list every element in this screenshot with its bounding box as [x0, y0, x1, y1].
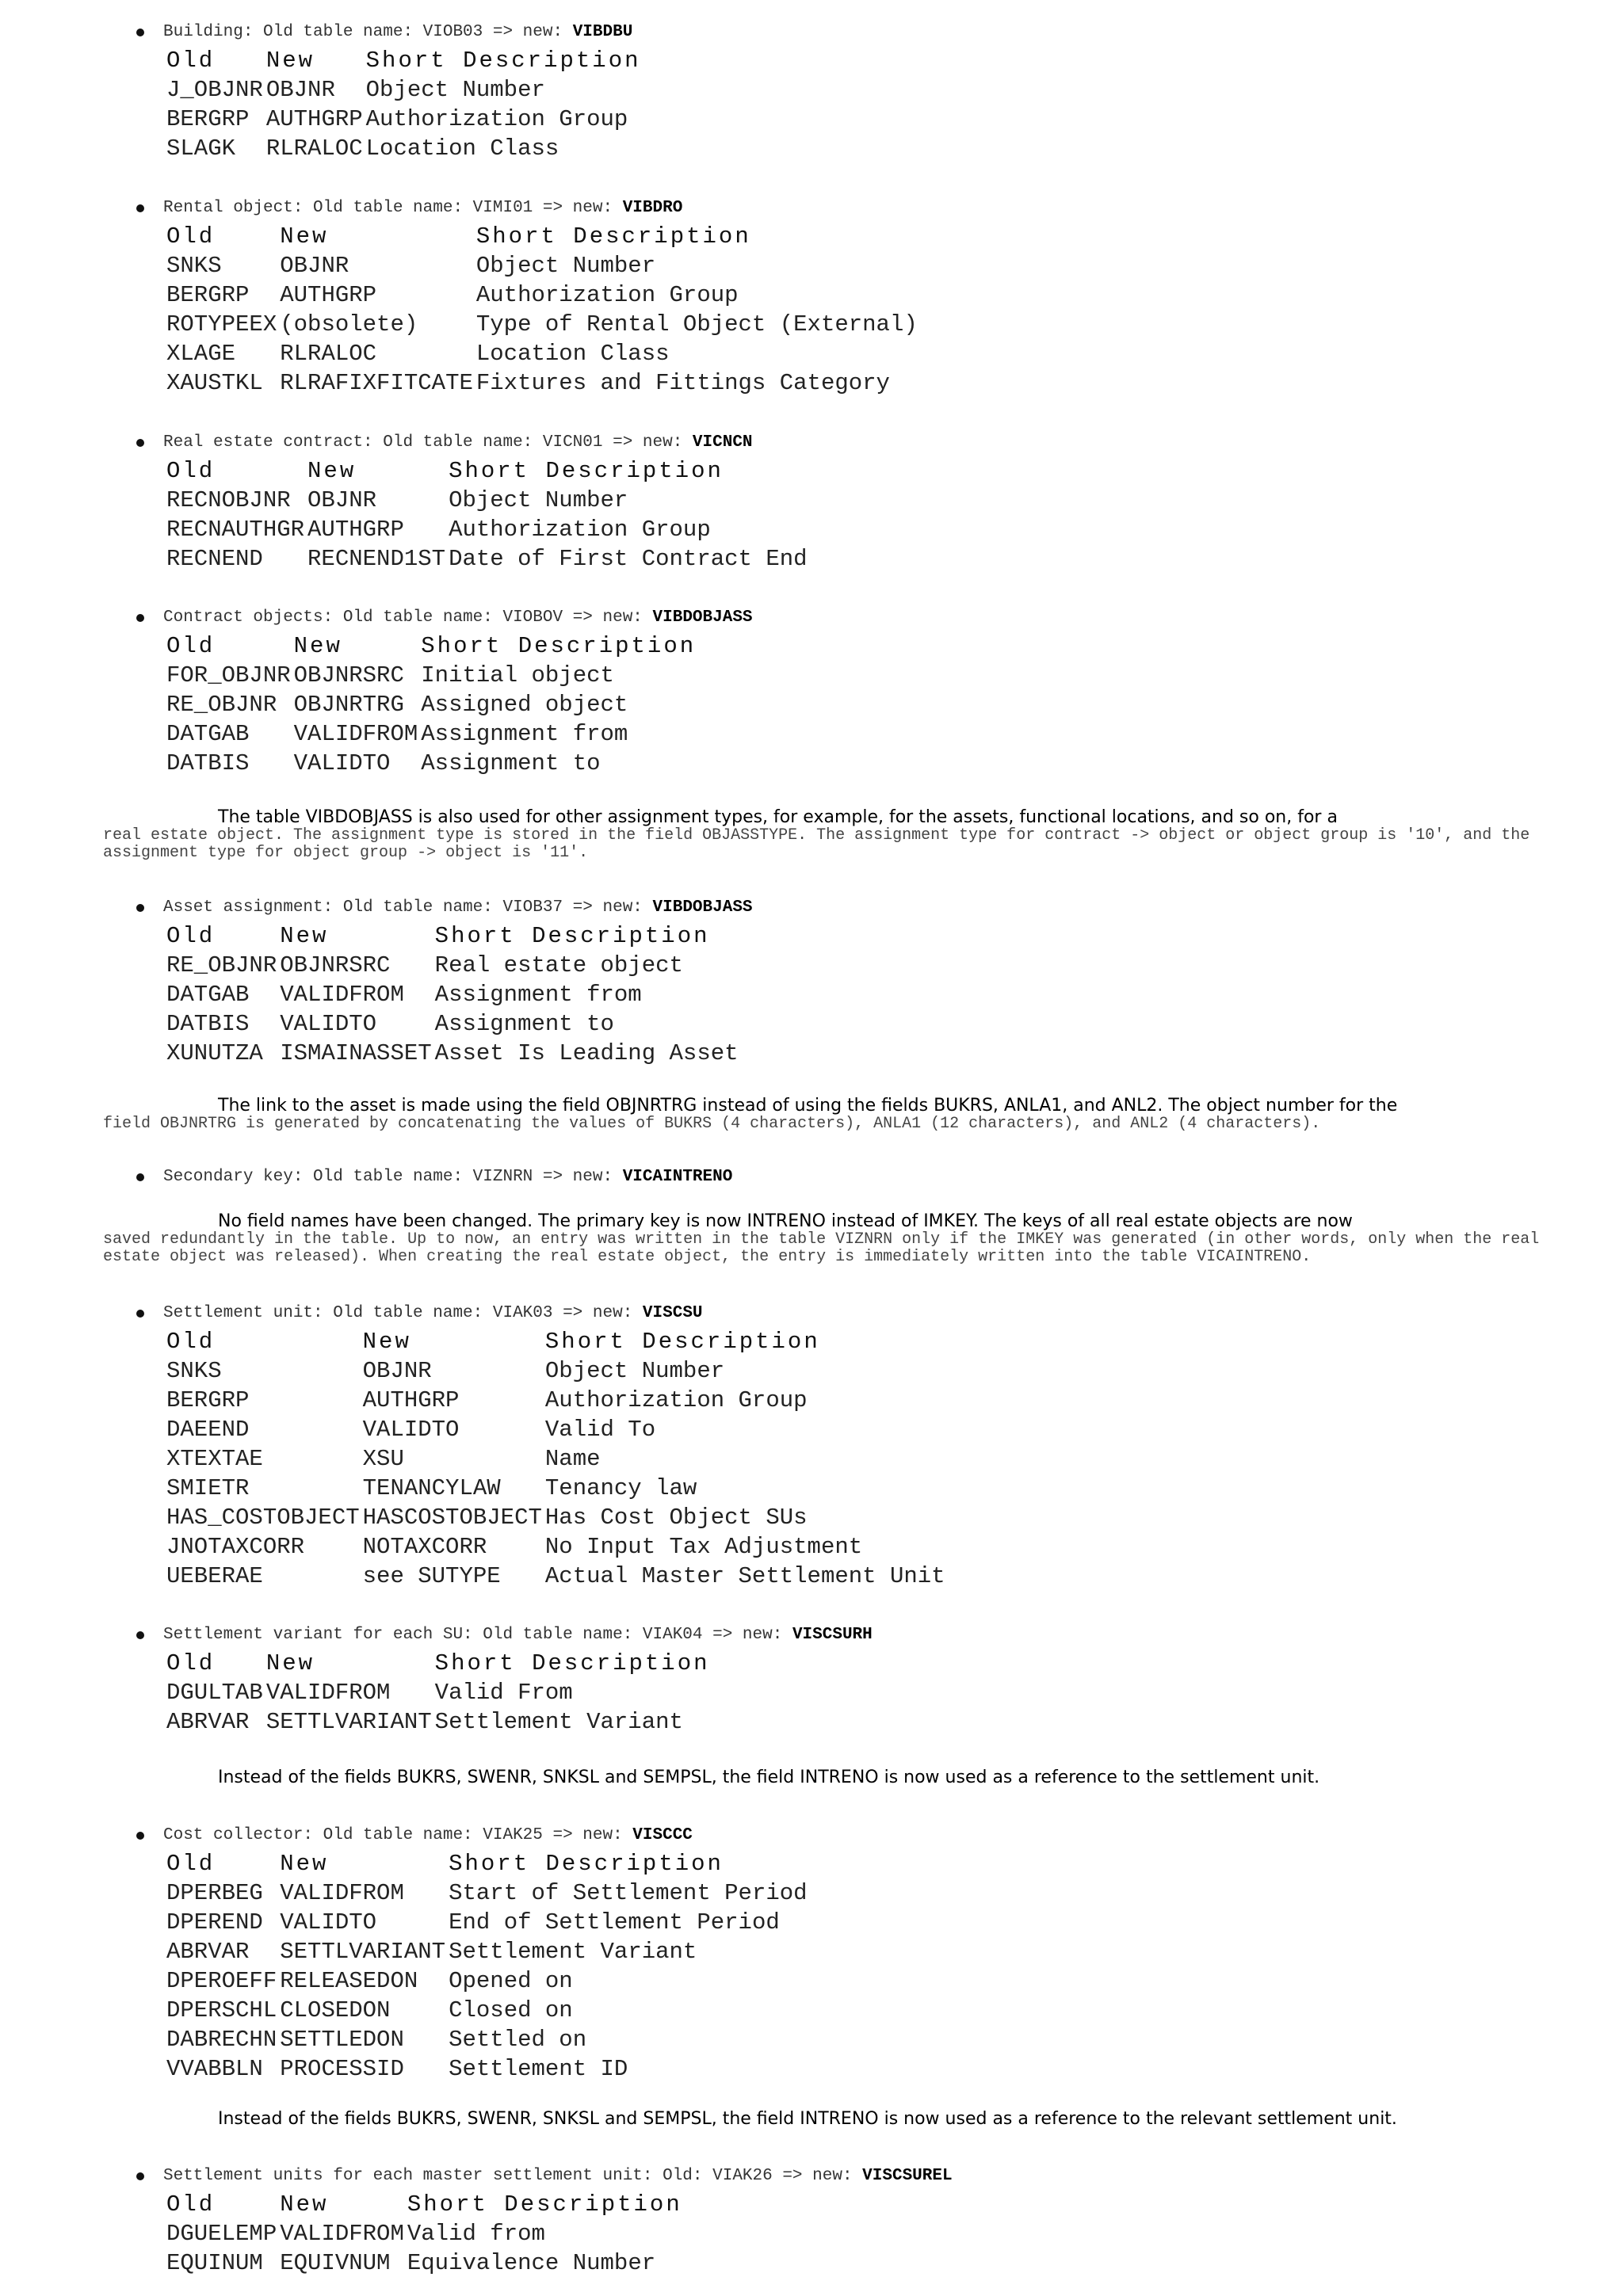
new-field: VALIDTO	[293, 750, 391, 776]
field-mapping-table	[166, 222, 918, 398]
old-field: HAS_COSTOBJECT	[166, 1505, 360, 1531]
new-field: VALIDFROM	[280, 2221, 404, 2247]
header-new: New	[280, 223, 329, 250]
short-description: Assignment from	[434, 982, 642, 1008]
note-body: field OBJNRTRG is generated by concatenating the values of BUKRS (4 characters), ANLA1 (12 characters), and ANL2 (4 characters).	[103, 1115, 1321, 1133]
section-rental-object	[136, 196, 918, 398]
section-label: Settlement units for each master settlement unit: Old: VIAK26 => new:	[163, 2167, 863, 2185]
short-description: Start of Settlement Period	[449, 1880, 808, 1906]
section-label: Secondary key: Old table name: VIZNRN => new:	[163, 1168, 623, 1186]
short-description: Assignment to	[434, 1011, 614, 1037]
section-label: Real estate contract: Old table name: VICN01 => new:	[163, 433, 693, 452]
note-paragraph	[103, 1768, 1577, 1787]
note-lead-line: The table VIBDOBJASS is also used for other assignment types, for example, for the assets, functional locations, and so on, for a	[218, 807, 1338, 827]
short-description: Fixtures and Fittings Category	[475, 370, 890, 396]
note-body: real estate object. The assignment type is stored in the field OBJASSTYPE. The assignment type for contract -> object or object group is '10', and the assignment type for object group -> object is '11'.	[103, 826, 1530, 862]
new-field: AUTHGRP	[280, 282, 377, 308]
header-old: Old	[166, 2191, 216, 2218]
new-field: VALIDFROM	[265, 1680, 391, 1706]
new-field: AUTHGRP	[307, 517, 404, 543]
section-asset-assignment	[136, 896, 753, 1068]
section-contract-objects	[136, 606, 753, 778]
new-field: OBJNRTRG	[293, 692, 404, 718]
table-row	[166, 486, 808, 515]
new-field: OBJNRSRC	[293, 662, 404, 688]
header-old: Old	[166, 1851, 216, 1877]
section-label: Settlement variant for each SU: Old table name: VIAK04 => new:	[163, 1626, 792, 1644]
old-field: VVABBLN	[166, 2056, 263, 2082]
old-field: DPEROEFF	[166, 1968, 277, 1994]
header-new: New	[265, 48, 315, 74]
section-heading	[136, 21, 641, 44]
table-row	[166, 1386, 945, 1415]
old-field: ABRVAR	[166, 1939, 250, 1965]
bullet-icon	[136, 1832, 144, 1840]
header-old: Old	[166, 1650, 216, 1676]
note-paragraph	[103, 1212, 1577, 1266]
bullet-icon	[136, 439, 144, 447]
table-row	[166, 980, 739, 1009]
field-mapping-table	[166, 631, 696, 778]
old-field: SLAGK	[166, 135, 236, 162]
old-field: DATGAB	[166, 982, 250, 1008]
short-description: Object Number	[544, 1358, 725, 1384]
new-field: RELEASEDON	[280, 1968, 418, 1994]
old-field: FOR_OBJNR	[166, 662, 291, 688]
note-paragraph	[103, 1097, 1577, 1133]
short-description: Closed on	[449, 1997, 573, 2023]
old-field: XAUSTKL	[166, 370, 263, 396]
short-description: Asset Is Leading Asset	[434, 1040, 739, 1066]
short-description: Tenancy law	[544, 1475, 697, 1501]
new-table-name: VIBDOBJASS	[652, 608, 753, 627]
section-heading	[136, 196, 918, 220]
old-field: RECNAUTHGR	[166, 517, 305, 543]
old-field: SNKS	[166, 253, 222, 279]
short-description: Date of First Contract End	[449, 546, 808, 572]
table-row	[166, 1444, 945, 1474]
header-description: Short Description	[421, 633, 697, 659]
new-field: RECNEND1ST	[307, 546, 446, 572]
header-new: New	[280, 923, 329, 949]
new-field: SETTLVARIANT	[280, 1939, 446, 1965]
short-description: Valid To	[544, 1417, 656, 1443]
old-field: RE_OBJNR	[166, 692, 277, 718]
table-row	[166, 105, 641, 134]
table-row	[166, 1532, 945, 1562]
new-field: RLRALOC	[280, 341, 377, 367]
section-settlement-units-master	[136, 2164, 953, 2278]
short-description: Real estate object	[434, 952, 683, 978]
new-field: VALIDTO	[280, 1011, 377, 1037]
short-description: Settlement Variant	[434, 1709, 683, 1735]
old-field: DATBIS	[166, 750, 250, 776]
old-field: DAEEND	[166, 1417, 250, 1443]
section-heading	[136, 431, 808, 455]
table-row	[166, 1707, 710, 1737]
section-secondary-key	[136, 1165, 732, 1189]
header-old: Old	[166, 633, 216, 659]
table-row	[166, 1966, 808, 1996]
old-field: SNKS	[166, 1358, 222, 1384]
table-row	[166, 719, 696, 749]
new-table-name: VIBDOBJASS	[652, 898, 753, 917]
table-header-row	[166, 456, 808, 486]
short-description: Name	[544, 1446, 601, 1472]
section-label: Contract objects: Old table name: VIOBOV => new:	[163, 608, 653, 627]
short-description: Equivalence Number	[407, 2250, 656, 2276]
table-row	[166, 1937, 808, 1966]
short-description: Assignment to	[421, 750, 601, 776]
section-heading	[136, 1824, 808, 1848]
new-field: EQUIVNUM	[280, 2250, 391, 2276]
old-field: JNOTAXCORR	[166, 1534, 305, 1560]
table-row	[166, 339, 918, 368]
section-label: Settlement unit: Old table name: VIAK03 => new:	[163, 1304, 643, 1322]
new-field: XSU	[362, 1446, 404, 1472]
new-field: VALIDTO	[362, 1417, 460, 1443]
table-row	[166, 1908, 808, 1937]
old-field: DATBIS	[166, 1011, 250, 1037]
new-field: VALIDFROM	[280, 982, 404, 1008]
section-heading	[136, 1302, 945, 1325]
old-field: SMIETR	[166, 1475, 250, 1501]
new-field: NOTAXCORR	[362, 1534, 487, 1560]
table-header-row	[166, 1649, 710, 1678]
new-field: OBJNR	[280, 253, 349, 279]
section-label: Asset assignment: Old table name: VIOB37 => new:	[163, 898, 653, 917]
table-row	[166, 690, 696, 719]
field-mapping-table	[166, 1649, 710, 1737]
new-field: VALIDFROM	[293, 721, 418, 747]
field-mapping-table	[166, 46, 641, 163]
short-description: Object Number	[475, 253, 656, 279]
short-description: Valid from	[407, 2221, 545, 2247]
short-description: Opened on	[449, 1968, 573, 1994]
section-heading	[136, 1623, 873, 1647]
new-table-name: VICAINTRENO	[622, 1168, 733, 1186]
table-row	[166, 280, 918, 310]
section-label: Rental object: Old table name: VIMI01 => new:	[163, 199, 623, 217]
section-settlement-variant	[136, 1623, 873, 1737]
table-header-row	[166, 46, 641, 75]
table-row	[166, 1415, 945, 1444]
field-mapping-table	[166, 2190, 682, 2278]
new-field: (obsolete)	[280, 311, 418, 338]
table-header-row	[166, 1849, 808, 1878]
old-field: ROTYPEEX	[166, 311, 277, 338]
new-field: SETTLEDON	[280, 2027, 404, 2053]
header-description: Short Description	[475, 223, 751, 250]
table-row	[166, 1356, 945, 1386]
table-row	[166, 544, 808, 574]
new-field: SETTLVARIANT	[265, 1709, 432, 1735]
new-table-name: VICNCN	[692, 433, 753, 452]
header-old: Old	[166, 923, 216, 949]
note-lead-line: Instead of the fields BUKRS, SWENR, SNKSL and SEMPSL, the field INTRENO is now used as a reference to the settlement unit.	[218, 1768, 1320, 1787]
old-field: XLAGE	[166, 341, 236, 367]
short-description: End of Settlement Period	[449, 1909, 780, 1936]
short-description: No Input Tax Adjustment	[544, 1534, 863, 1560]
old-field: DATGAB	[166, 721, 250, 747]
new-table-name: VISCSURH	[792, 1626, 873, 1644]
field-mapping-table	[166, 456, 808, 574]
table-row	[166, 251, 918, 280]
header-new: New	[280, 2191, 329, 2218]
short-description: Settled on	[449, 2027, 587, 2053]
header-new: New	[307, 458, 357, 484]
new-field: see SUTYPE	[362, 1563, 501, 1589]
new-field: VALIDFROM	[280, 1880, 404, 1906]
new-field: RLRALOC	[265, 135, 363, 162]
section-heading	[136, 896, 753, 920]
new-field: PROCESSID	[280, 2056, 404, 2082]
field-mapping-table	[166, 1849, 808, 2084]
short-description: Actual Master Settlement Unit	[544, 1563, 945, 1589]
section-building	[136, 21, 641, 163]
old-field: DGUELEMP	[166, 2221, 277, 2247]
new-table-name: VISCCC	[632, 1826, 693, 1844]
short-description: Settlement Variant	[449, 1939, 697, 1965]
table-row	[166, 1878, 808, 1908]
section-heading	[136, 2164, 953, 2188]
field-mapping-table	[166, 1327, 945, 1591]
old-field: DPEREND	[166, 1909, 263, 1936]
new-field: OBJNR	[362, 1358, 432, 1384]
table-row	[166, 368, 918, 398]
new-field: OBJNR	[265, 77, 335, 103]
new-table-name: VIBDRO	[622, 199, 683, 217]
old-field: RECNOBJNR	[166, 487, 291, 513]
new-table-name: VISCSU	[642, 1304, 703, 1322]
table-row	[166, 2219, 682, 2248]
header-new: New	[280, 1851, 329, 1877]
table-row	[166, 749, 696, 778]
header-description: Short Description	[365, 48, 641, 74]
table-header-row	[166, 1327, 945, 1356]
table-row	[166, 1039, 739, 1068]
old-field: ABRVAR	[166, 1709, 250, 1735]
table-header-row	[166, 631, 696, 661]
header-description: Short Description	[449, 1851, 724, 1877]
new-field: VALIDTO	[280, 1909, 377, 1936]
old-field: DGULTAB	[166, 1680, 263, 1706]
short-description: Type of Rental Object (External)	[475, 311, 918, 338]
short-description: Authorization Group	[475, 282, 739, 308]
table-row	[166, 1996, 808, 2025]
table-row	[166, 1503, 945, 1532]
new-field: ISMAINASSET	[280, 1040, 432, 1066]
table-row	[166, 75, 641, 105]
bullet-icon	[136, 904, 144, 912]
short-description: Assignment from	[421, 721, 628, 747]
header-new: New	[362, 1329, 411, 1355]
header-description: Short Description	[544, 1329, 820, 1355]
table-row	[166, 661, 696, 690]
short-description: Authorization Group	[544, 1387, 808, 1413]
table-row	[166, 515, 808, 544]
new-table-name: VISCSUREL	[862, 2167, 953, 2185]
old-field: DPERSCHL	[166, 1997, 277, 2023]
short-description: Has Cost Object SUs	[544, 1505, 808, 1531]
note-paragraph	[103, 808, 1577, 862]
bullet-icon	[136, 204, 144, 212]
section-real-estate-contract	[136, 431, 808, 574]
section-label: Building: Old table name: VIOB03 => new:	[163, 23, 573, 41]
bullet-icon	[136, 614, 144, 622]
table-header-row	[166, 222, 918, 251]
old-field: J_OBJNR	[166, 77, 263, 103]
short-description: Authorization Group	[449, 517, 711, 543]
short-description: Settlement ID	[449, 2056, 628, 2082]
new-field: AUTHGRP	[362, 1387, 460, 1413]
header-old: Old	[166, 458, 216, 484]
new-field: OBJNR	[307, 487, 377, 513]
table-row	[166, 134, 641, 163]
header-description: Short Description	[449, 458, 724, 484]
header-new: New	[265, 1650, 315, 1676]
old-field: XUNUTZA	[166, 1040, 263, 1066]
short-description: Location Class	[365, 135, 559, 162]
header-description: Short Description	[407, 2191, 682, 2218]
old-field: UEBERAE	[166, 1563, 263, 1589]
short-description: Assigned object	[421, 692, 628, 718]
table-header-row	[166, 2190, 682, 2219]
new-table-name: VIBDBU	[572, 23, 633, 41]
section-heading	[136, 606, 753, 630]
old-field: DABRECHN	[166, 2027, 277, 2053]
old-field: DPERBEG	[166, 1880, 263, 1906]
note-lead-line: The link to the asset is made using the field OBJNRTRG instead of using the fields BUKRS, ANLA1, and ANL2. The object number for the	[218, 1096, 1398, 1116]
bullet-icon	[136, 1631, 144, 1639]
old-field: BERGRP	[166, 106, 250, 132]
old-field: RECNEND	[166, 546, 263, 572]
table-row	[166, 1474, 945, 1503]
header-old: Old	[166, 48, 216, 74]
table-row	[166, 1562, 945, 1591]
new-field: CLOSEDON	[280, 1997, 391, 2023]
short-description: Object Number	[449, 487, 628, 513]
short-description: Initial object	[421, 662, 614, 688]
short-description: Object Number	[365, 77, 545, 103]
table-row	[166, 1009, 739, 1039]
field-mapping-table	[166, 921, 739, 1068]
table-row	[166, 1678, 710, 1707]
new-field: OBJNRSRC	[280, 952, 391, 978]
note-lead-line: Instead of the fields BUKRS, SWENR, SNKSL and SEMPSL, the field INTRENO is now used as a reference to the relevant settlement unit.	[218, 2109, 1397, 2129]
header-description: Short Description	[434, 1650, 710, 1676]
old-field: RE_OBJNR	[166, 952, 277, 978]
note-lead-line: No field names have been changed. The primary key is now INTRENO instead of IMKEY. The keys of all real estate objects are now	[218, 1211, 1353, 1231]
header-old: Old	[166, 223, 216, 250]
section-settlement-unit	[136, 1302, 945, 1591]
new-field: AUTHGRP	[265, 106, 363, 132]
table-row	[166, 2054, 808, 2084]
short-description: Location Class	[475, 341, 670, 367]
table-row	[166, 951, 739, 980]
short-description: Valid From	[434, 1680, 573, 1706]
old-field: XTEXTAE	[166, 1446, 263, 1472]
table-row	[166, 310, 918, 339]
section-label: Cost collector: Old table name: VIAK25 => new:	[163, 1826, 633, 1844]
old-field: BERGRP	[166, 282, 250, 308]
bullet-icon	[136, 2172, 144, 2180]
new-field: RLRAFIXFITCATE	[280, 370, 473, 396]
bullet-icon	[136, 1173, 144, 1181]
bullet-icon	[136, 29, 144, 36]
old-field: EQUINUM	[166, 2250, 263, 2276]
bullet-icon	[136, 1310, 144, 1318]
section-heading	[136, 1165, 732, 1189]
table-row	[166, 2025, 808, 2054]
old-field: BERGRP	[166, 1387, 250, 1413]
table-header-row	[166, 921, 739, 951]
new-field: TENANCYLAW	[362, 1475, 501, 1501]
note-body: saved redundantly in the table. Up to now, an entry was written in the table VIZNRN only if the IMKEY was generated (in other words, only when the real estate object was released). When creating the real estate object, the entry is immediately written into the table VICAINTRENO.	[103, 1230, 1540, 1266]
new-field: HASCOSTOBJECT	[362, 1505, 542, 1531]
note-paragraph	[103, 2110, 1577, 2129]
section-cost-collector	[136, 1824, 808, 2084]
header-description: Short Description	[434, 923, 710, 949]
short-description: Authorization Group	[365, 106, 628, 132]
header-new: New	[293, 633, 342, 659]
header-old: Old	[166, 1329, 216, 1355]
table-row	[166, 2248, 682, 2278]
